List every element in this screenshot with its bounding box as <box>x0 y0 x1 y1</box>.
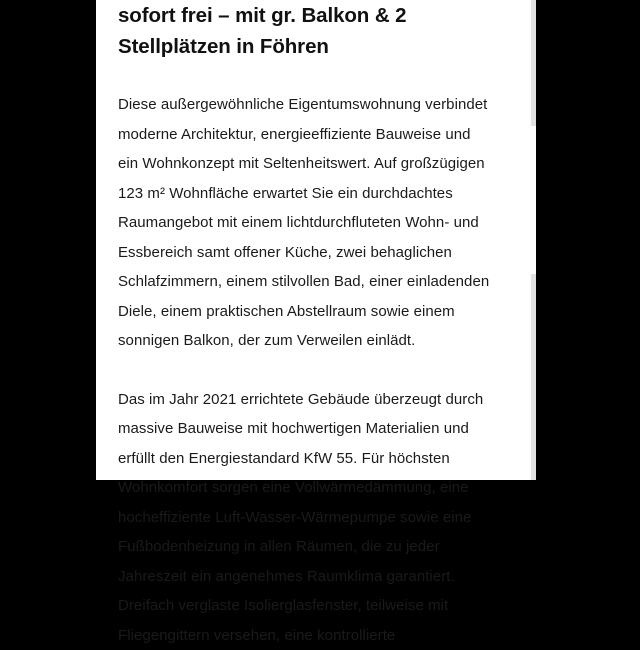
document-column[interactable] <box>96 0 536 480</box>
paragraph-line: sonnigen Balkon, der zum Verweilen einlädt. <box>118 326 514 356</box>
description-paragraph <box>118 90 514 356</box>
page-title <box>118 0 514 62</box>
paragraph-line: Diele, einem praktischen Abstellraum sowie einem <box>118 297 514 327</box>
paragraph-line: Wohnkomfort sorgen eine Vollwärmedämmung, eine <box>118 473 514 503</box>
construction-paragraph <box>118 385 514 650</box>
paragraph-line: Dreifach verglaste Isolierglasfenster, teilweise mit <box>118 591 514 621</box>
page-title-line: sofort frei – mit gr. Balkon & 2 <box>118 0 514 31</box>
paragraph-line: Raumangebot mit einem lichtdurchfluteten Wohn- und <box>118 208 514 238</box>
paragraph-line: massive Bauweise mit hochwertigen Materialien und <box>118 414 514 444</box>
paragraph-line: Diese außergewöhnliche Eigentumswohnung verbindet <box>118 90 514 120</box>
paragraph-line: 123 m² Wohnfläche erwartet Sie ein durchdachtes <box>118 179 514 209</box>
paragraph-line: Schlafzimmern, einem stilvollen Bad, einer einladenden <box>118 267 514 297</box>
paragraph-line: hocheffiziente Luft-Wasser-Wärmepumpe sowie eine <box>118 503 514 533</box>
paragraph-line: erfüllt den Energiestandard KfW 55. Für höchsten <box>118 444 514 474</box>
paragraph-line: moderne Architektur, energieeffiziente Bauweise und <box>118 120 514 150</box>
document-content <box>96 0 536 650</box>
page-title-line: Stellplätzen in Föhren <box>118 31 514 62</box>
paragraph-line: ein Wohnkonzept mit Seltenheitswert. Auf großzügigen <box>118 149 514 179</box>
paragraph-line: Das im Jahr 2021 errichtete Gebäude überzeugt durch <box>118 385 514 415</box>
paragraph-line: Fliegengittern versehen, eine kontrollierte <box>118 621 514 650</box>
paragraph-line: Fußbodenheizung in allen Räumen, die zu jeder <box>118 532 514 562</box>
paragraph-line: Jahreszeit ein angenehmes Raumklima garantiert. <box>118 562 514 592</box>
paragraph-line: Essbereich samt offener Küche, zwei behaglichen <box>118 238 514 268</box>
